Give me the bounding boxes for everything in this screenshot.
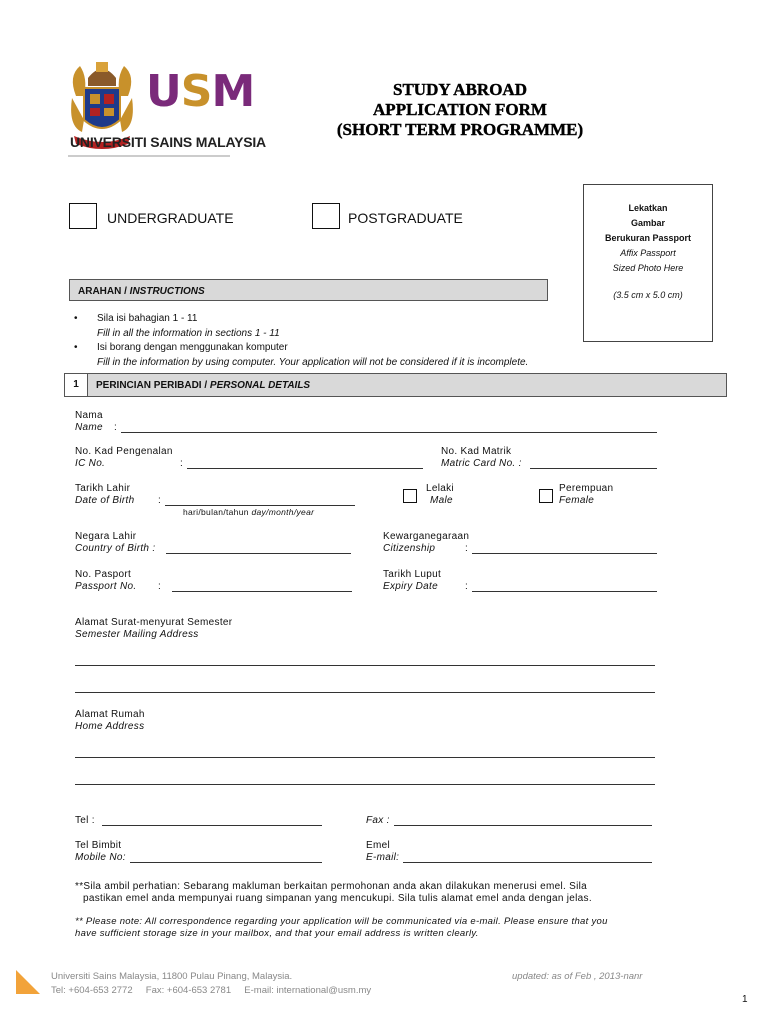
footer-address: Universiti Sains Malaysia, 11800 Pulau Pinang, Malaysia. Tel: +604-653 2772 Fax: +604-653 2781 E-mail: international@usm.my <box>51 971 372 996</box>
citizenship-colon: : <box>465 543 469 554</box>
email-field[interactable] <box>403 862 652 863</box>
ic-colon: : <box>180 458 184 469</box>
ic-field[interactable] <box>187 468 423 469</box>
email-label: Emel E-mail: <box>366 840 400 863</box>
section-title: PERINCIAN PERIBADI / PERSONAL DETAILS <box>88 374 726 396</box>
university-name: UNIVERSITI SAINS MALAYSIA <box>70 134 266 150</box>
section-1-header <box>64 373 727 397</box>
postgraduate-checkbox[interactable] <box>312 203 340 229</box>
male-label: Lelaki Male <box>426 483 454 506</box>
instructions-heading: ARAHAN / INSTRUCTIONS <box>69 279 548 301</box>
form-title: STUDY ABROAD APPLICATION FORM (SHORT TERM PROGRAMME) <box>336 80 584 139</box>
ic-label: No. Kad Pengenalan IC No. <box>75 446 173 469</box>
email-notice-ms: **Sila ambil perhatian: Sebarang makluman berkaitan permohonan anda akan dilakukan menerusi emel. Sila pastikan emel anda mempunyai ruang simpanan yang mencukupi. Sila tulis alamat emel anda dengan jelas. <box>75 881 592 904</box>
footer-updated: updated: as of Feb , 2013-nanr <box>512 971 643 982</box>
expiry-label: Tarikh Luput Expiry Date <box>383 569 442 592</box>
home-address-line-2[interactable] <box>75 784 655 785</box>
mobile-label: Tel Bimbit Mobile No: <box>75 840 126 863</box>
name-colon: : <box>114 422 118 433</box>
dob-label: Tarikh Lahir Date of Birth <box>75 483 135 506</box>
page-number: 1 <box>742 994 748 1005</box>
tel-label: Tel : <box>75 815 95 826</box>
citizenship-label: Kewarganegaraan Citizenship <box>383 531 470 554</box>
tel-field[interactable] <box>102 825 322 826</box>
mailing-address-line-2[interactable] <box>75 692 655 693</box>
female-checkbox[interactable] <box>539 489 553 503</box>
passport-field[interactable] <box>172 591 352 592</box>
dob-hint: hari/bulan/tahun day/month/year <box>183 507 315 517</box>
passport-colon: : <box>158 581 162 592</box>
name-label: Nama Name <box>75 410 103 433</box>
instructions-list <box>70 312 528 370</box>
matric-label: No. Kad Matrik Matric Card No. : <box>441 446 522 469</box>
name-field[interactable] <box>121 432 657 433</box>
passport-label: No. Pasport Passport No. <box>75 569 137 592</box>
usm-logo-text: USM <box>146 66 255 117</box>
female-label: Perempuan Female <box>559 483 614 506</box>
mailing-address-label: Alamat Surat-menyurat Semester Semester Mailing Address <box>75 617 233 640</box>
list-item: • Sila isi bahagian 1 - 11 Fill in all the information in sections 1 - 11 <box>74 313 280 339</box>
country-label: Negara Lahir Country of Birth : <box>75 531 156 554</box>
expiry-colon: : <box>465 581 469 592</box>
male-checkbox[interactable] <box>403 489 417 503</box>
passport-photo-box[interactable]: Lekatkan Gambar Berukuran Passport Affix Passport Sized Photo Here (3.5 cm x 5.0 cm) <box>583 184 713 342</box>
fax-label: Fax : <box>366 815 390 826</box>
mobile-field[interactable] <box>130 862 322 863</box>
home-address-label: Alamat Rumah Home Address <box>75 709 145 732</box>
citizenship-field[interactable] <box>472 553 657 554</box>
matric-field[interactable] <box>530 468 657 469</box>
section-number: 1 <box>65 374 88 396</box>
undergraduate-checkbox[interactable] <box>69 203 97 229</box>
undergraduate-label: UNDERGRADUATE <box>107 210 234 226</box>
fax-field[interactable] <box>394 825 652 826</box>
country-field[interactable] <box>166 553 351 554</box>
home-address-line-1[interactable] <box>75 757 655 758</box>
dob-colon: : <box>158 495 162 506</box>
expiry-field[interactable] <box>472 591 657 592</box>
list-item: • Isi borang dengan menggunakan komputer Fill in the information by using computer. Your application will not be considered if it is incomplete. <box>74 342 529 368</box>
email-notice-en: ** Please note: All correspondence regarding your application will be communicated via e-mail. Please ensure that you have sufficient storage size in your mailbox, and that your email address is written clearly. <box>75 916 608 939</box>
mailing-address-line-1[interactable] <box>75 665 655 666</box>
footer-accent-shape <box>16 970 40 994</box>
postgraduate-label: POSTGRADUATE <box>348 210 463 226</box>
logo-divider <box>68 155 230 157</box>
